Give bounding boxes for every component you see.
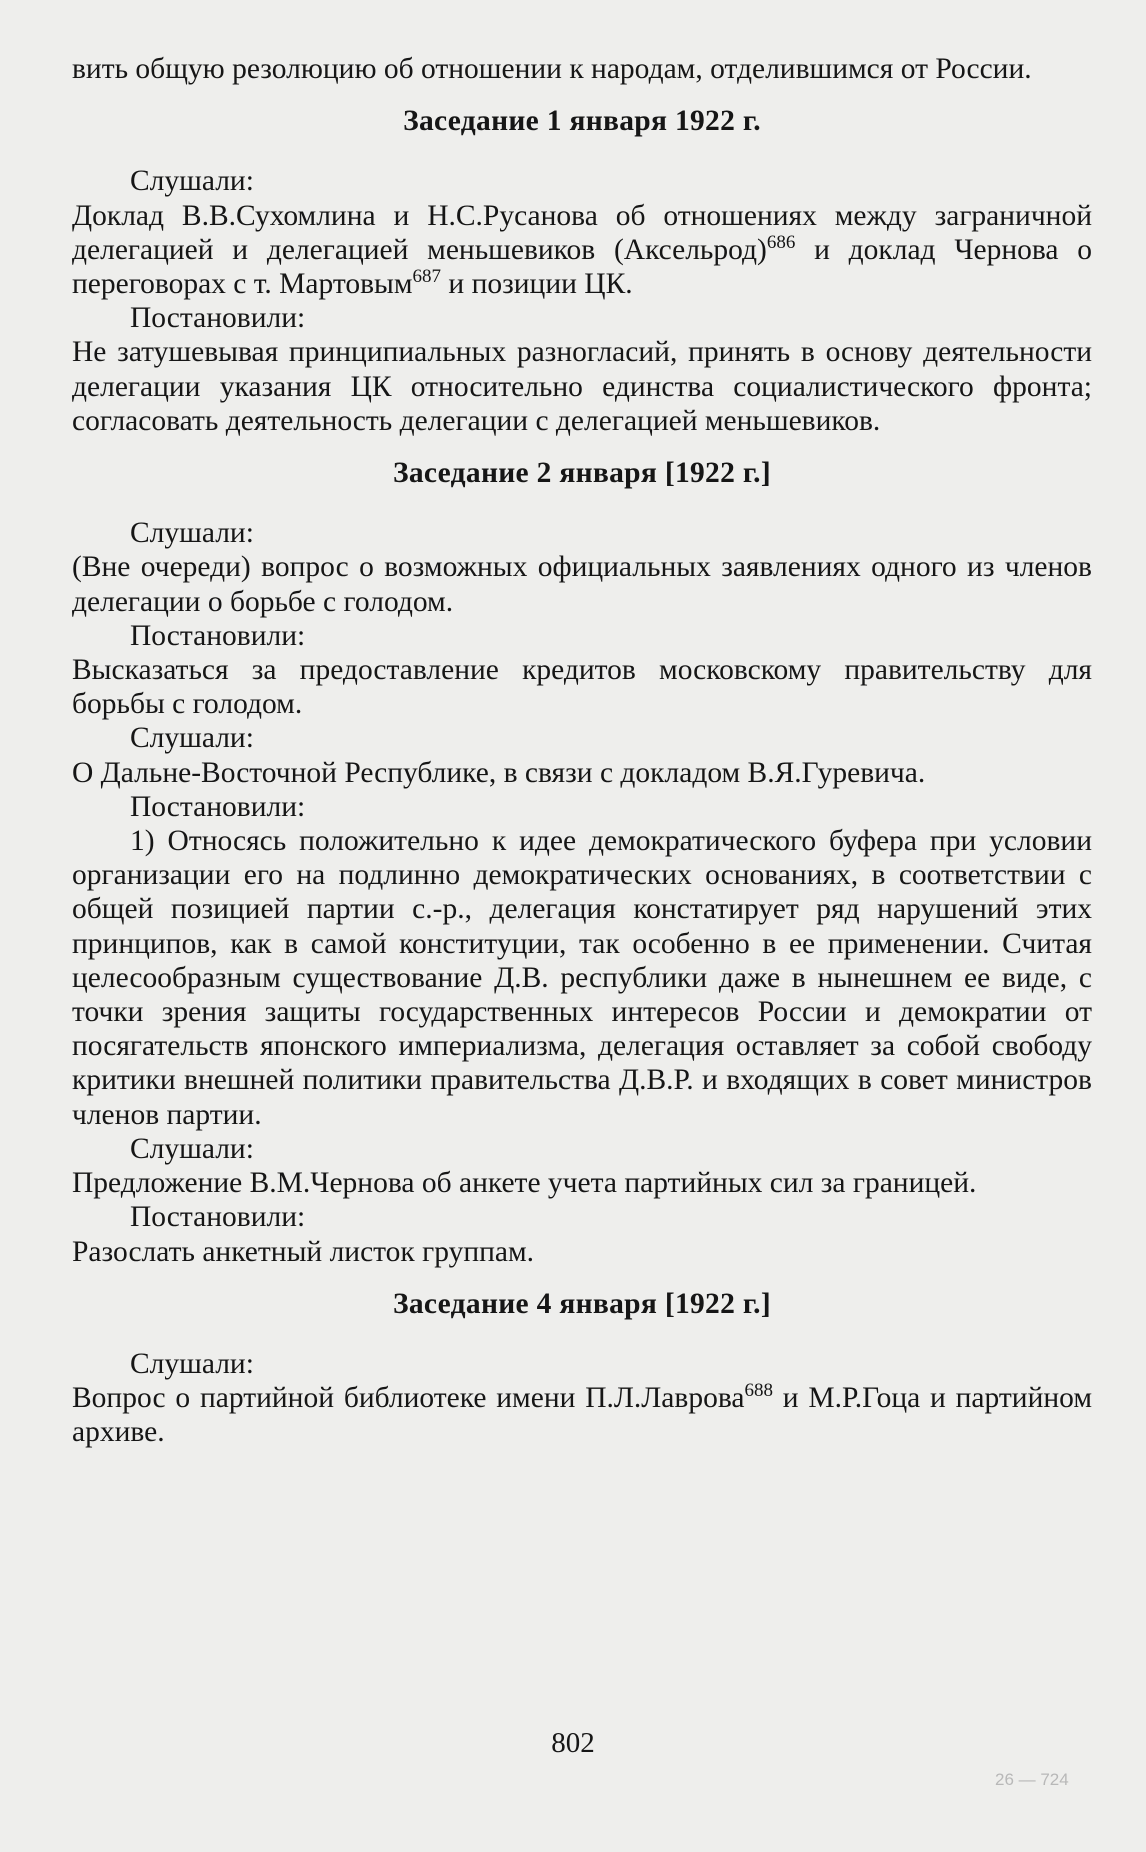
footnote-ref: 688 [744, 1380, 773, 1402]
session-heading-3: Заседание 4 января [1922 г.] [393, 1287, 771, 1320]
footnote-ref: 686 [766, 231, 796, 253]
text-run: и М.Р.Гоца и партийном архиве. [72, 1382, 1092, 1449]
heard-item [72, 199, 1092, 302]
heard-label: Слушали: [130, 1132, 254, 1165]
continuation-paragraph: вить общую резолюцию об отношении к народам, отделившимся от России. [72, 53, 1032, 85]
heard-item [72, 1381, 1092, 1449]
resolved-item: Высказаться за предоставление кредитов московскому правительству для борьбы с голодом. [72, 654, 1092, 721]
resolved-label: Постановили: [130, 619, 306, 652]
resolved-item: Не затушевывая принципиальных разногласий, принять в основу деятельности делегации указания ЦК относительно единства социалистического фронта; согласовать деятельность делегации с делегацией меньшевиков. [72, 336, 1092, 437]
text-run: Вопрос о партийной библиотеке имени П.Л.Лаврова [72, 1382, 745, 1415]
page-number: 802 [551, 1727, 595, 1759]
heard-label: Слушали: [130, 517, 254, 550]
resolved-label: Постановили: [130, 1201, 306, 1234]
text-run: и доклад Чернова о переговорах с т. Мартовым [72, 233, 1092, 301]
session-heading-1: Заседание 1 января 1922 г. [403, 105, 761, 138]
heard-item: (Вне очереди) вопрос о возможных официальных заявлениях одного из членов делегации о борьбе с голодом. [72, 551, 1092, 618]
heard-label: Слушали: [130, 165, 254, 198]
resolved-item: Разослать анкетный листок группам. [72, 1235, 535, 1268]
text-run: Доклад В.В.Сухомлина и Н.С.Русанова об отношениях между заграничной делегацией и делегацией меньшевиков (Аксельрод) [72, 199, 1092, 266]
resolved-label: Постановили: [130, 302, 306, 335]
folio-mark: 26 — 724 [995, 1770, 1069, 1789]
session-heading-2: Заседание 2 января [1922 г.] [393, 457, 771, 490]
heard-item: О Дальне-Восточной Республике, в связи с докладом В.Я.Гуревича. [72, 756, 926, 789]
heard-item: Предложение В.М.Чернова об анкете учета партийных сил за границей. [72, 1167, 977, 1200]
resolved-item: 1) Относясь положительно к идее демократического буфера при условии организации его на подлинно демократических основаниях, в соответствии с общей позицией партии с.-р., делегация констатирует ряд нарушений этих принципов, как в самой конституции, так особенно в ее применении. Считая целесообразным существование Д.В. республики даже в нынешнем ее виде, с точки зрения защиты государственных интересов России и демократии от посягательств японского империализма, делегация оставляет за собой свободу критики внешней политики правительства Д.В.Р. и входящих в совет министров членов партии. [72, 825, 1092, 1131]
footnote-ref: 687 [412, 266, 442, 288]
heard-label: Слушали: [130, 1347, 254, 1380]
heard-label: Слушали: [130, 722, 254, 755]
text-run: и позиции ЦК. [441, 268, 633, 301]
resolved-label: Постановили: [130, 790, 306, 823]
document-page [72, 52, 1092, 1450]
